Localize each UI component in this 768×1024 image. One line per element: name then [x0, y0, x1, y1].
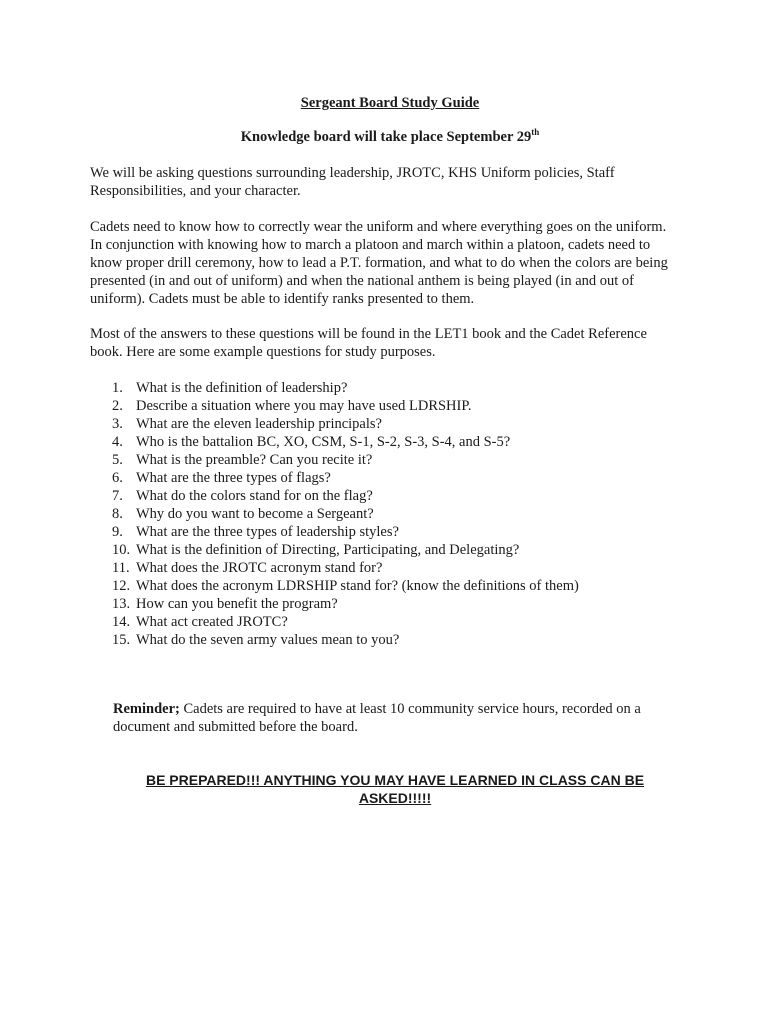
question-item	[90, 523, 690, 541]
question-number: 10.	[112, 542, 131, 558]
date-ordinal-suffix: th	[531, 127, 540, 137]
question-text: What are the three types of flags?	[136, 470, 331, 486]
question-item	[90, 577, 690, 595]
question-item	[90, 433, 690, 451]
question-number: 2.	[112, 398, 123, 414]
question-text: What are the eleven leadership principals?	[136, 416, 382, 432]
question-item	[90, 613, 690, 631]
reminder-paragraph	[113, 700, 673, 736]
board-date-heading	[90, 128, 690, 146]
question-text: What is the preamble? Can you recite it?	[136, 452, 373, 468]
be-prepared-warning: BE PREPARED!!! ANYTHING YOU MAY HAVE LEARNED IN CLASS CAN BE ASKED!!!!!	[145, 772, 645, 806]
question-text: What does the JROTC acronym stand for?	[136, 560, 383, 576]
question-text: What are the three types of leadership styles?	[136, 524, 399, 540]
question-text: What is the definition of Directing, Participating, and Delegating?	[136, 542, 520, 558]
question-number: 6.	[112, 470, 123, 486]
question-text: What does the acronym LDRSHIP stand for? (know the definitions of them)	[136, 578, 579, 594]
question-item	[90, 541, 690, 559]
question-number: 7.	[112, 488, 123, 504]
study-sources-paragraph: Most of the answers to these questions will be found in the LET1 book and the Cadet Reference book. Here are some example questions for study purposes.	[90, 326, 647, 360]
question-text: What act created JROTC?	[136, 614, 288, 630]
question-number: 1.	[112, 380, 123, 396]
question-item	[90, 379, 690, 397]
question-text: Who is the battalion BC, XO, CSM, S-1, S-2, S-3, S-4, and S-5?	[136, 434, 511, 450]
question-number: 8.	[112, 506, 123, 522]
question-item	[90, 559, 690, 577]
intro-paragraph: We will be asking questions surrounding leadership, JROTC, KHS Uniform policies, Staff Responsibilities, and your character.	[90, 165, 615, 199]
uniform-drill-paragraph: Cadets need to know how to correctly wear the uniform and where everything goes on the uniform. In conjunction with knowing how to march a platoon and march within a platoon, cadets need to know proper drill ceremony, how to lead a P.T. formation, and what to do when the colors are being presented (in and out of uniform) and when the national anthem is being played (in and out of uniform). Cadets must be able to identify ranks presented to them.	[90, 219, 668, 307]
question-number: 14.	[112, 614, 131, 630]
question-text: What do the colors stand for on the flag?	[136, 488, 373, 504]
question-item	[90, 469, 690, 487]
question-number: 11.	[112, 560, 130, 576]
question-text: What do the seven army values mean to you?	[136, 632, 400, 648]
question-number: 12.	[112, 578, 131, 594]
question-item	[90, 415, 690, 433]
question-text: Describe a situation where you may have used LDRSHIP.	[136, 398, 472, 414]
document-title: Sergeant Board Study Guide	[300, 95, 480, 111]
question-number: 5.	[112, 452, 123, 468]
question-number: 3.	[112, 416, 123, 432]
reminder-label: Reminder;	[113, 701, 180, 717]
question-text: How can you benefit the program?	[136, 596, 338, 612]
question-item	[90, 595, 690, 613]
question-text: What is the definition of leadership?	[136, 380, 348, 396]
question-number: 4.	[112, 434, 123, 450]
question-number: 15.	[112, 632, 131, 648]
board-date-text: Knowledge board will take place September 29	[240, 129, 532, 145]
question-number: 9.	[112, 524, 123, 540]
question-item	[90, 397, 690, 415]
question-number: 13.	[112, 596, 131, 612]
question-text: Why do you want to become a Sergeant?	[136, 506, 374, 522]
question-item	[90, 505, 690, 523]
question-list	[90, 379, 690, 649]
question-item	[90, 631, 690, 649]
question-item	[90, 487, 690, 505]
reminder-text: Cadets are required to have at least 10 community service hours, recorded on a document and submitted before the board.	[113, 701, 641, 735]
question-item	[90, 451, 690, 469]
